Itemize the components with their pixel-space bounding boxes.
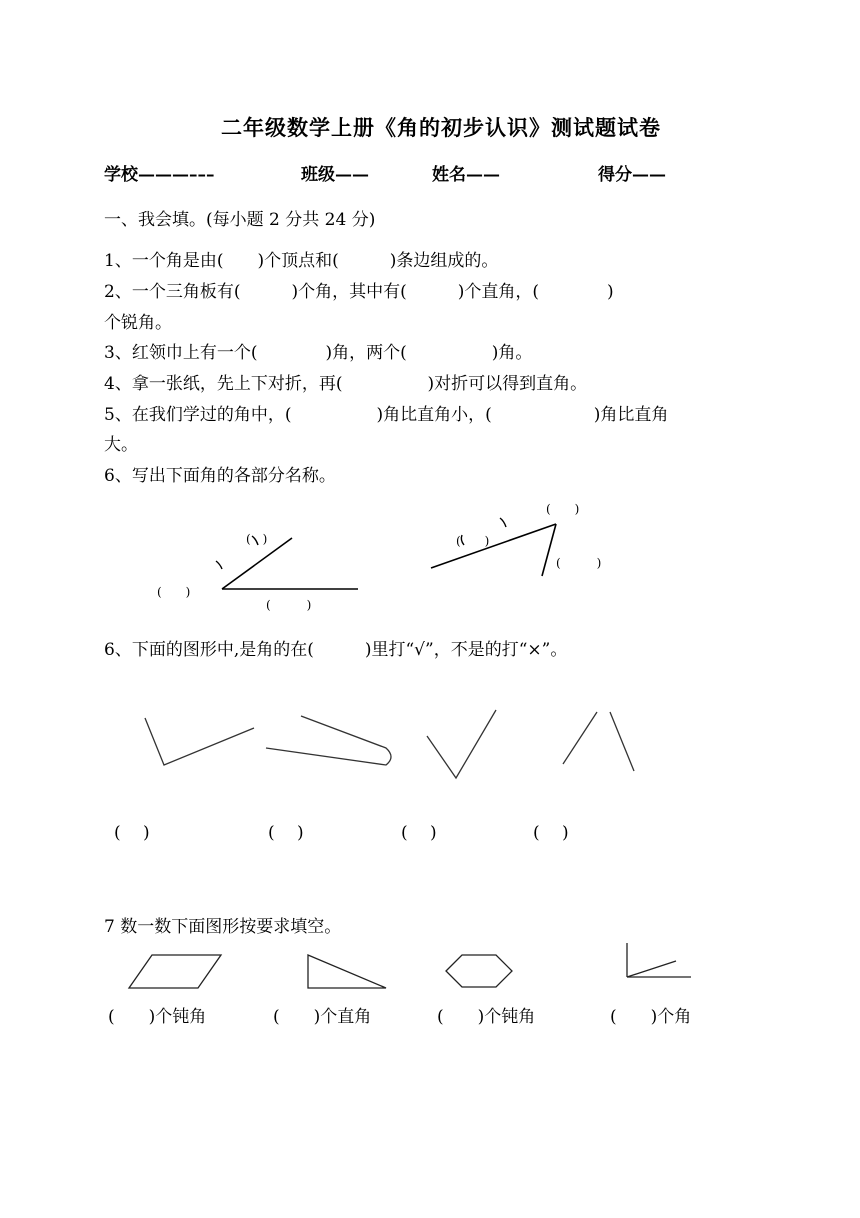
name-field: 姓名——	[432, 165, 500, 185]
question-4: 4、拿一张纸，先上下对折，再( )对折可以得到直角。	[104, 374, 588, 394]
angle2-vertex-label: ( )	[546, 502, 580, 516]
judge-figure-2	[266, 716, 391, 765]
class-field: 班级——	[301, 165, 369, 185]
right-triangle-shape	[308, 955, 386, 988]
angle2-side-label: ( )	[456, 534, 490, 548]
q7-answer-3: ( )个钝角	[437, 1007, 536, 1027]
judge-figure-4	[563, 712, 634, 771]
angle1-side-label: ( )	[246, 532, 268, 546]
question-5: 5、在我们学过的角中，( )角比直角小，( )角比直角	[104, 405, 669, 425]
angle-diagram-2	[431, 524, 556, 576]
judge-blank-4: ( )	[533, 823, 569, 843]
question-6b: 6、下面的图形中,是角的在( )里打“√”，不是的打“×”。	[104, 640, 568, 660]
question-3: 3、红领巾上有一个( )角，两个( )角。	[104, 343, 533, 363]
question-1: 1、一个角是由( )个顶点和( )条边组成的。	[104, 251, 499, 271]
angles-figure	[627, 943, 691, 977]
page-title: 二年级数学上册《角的初步认识》测试题试卷	[221, 115, 661, 140]
question-5-continued: 大。	[104, 435, 138, 455]
q7-answer-2: ( )个直角	[273, 1007, 372, 1027]
question-2-continued: 个锐角。	[104, 313, 172, 333]
q7-answer-4: ( )个角	[610, 1007, 692, 1027]
angle2-angle-label: ( )	[556, 556, 602, 570]
score-field: 得分——	[598, 165, 666, 185]
judge-blank-1: ( )	[114, 823, 150, 843]
parallelogram-shape	[129, 955, 221, 988]
school-field: 学校———–––	[104, 165, 215, 185]
angle-diagram-1	[222, 538, 358, 589]
judge-blank-2: ( )	[268, 823, 304, 843]
angle1-vertex-label: ( )	[157, 585, 191, 599]
angle1-side2-label: ( )	[266, 598, 312, 612]
judge-figure-1	[145, 718, 254, 765]
angle-2-markers	[461, 518, 506, 545]
judge-blank-3: ( )	[401, 823, 437, 843]
angle-1-markers	[216, 536, 258, 569]
question-6: 6、写出下面角的各部分名称。	[104, 466, 336, 486]
section-1-heading: 一、我会填。(每小题 2 分共 24 分)	[104, 210, 376, 230]
question-7: 7 数一数下面图形按要求填空。	[104, 917, 342, 937]
hexagon-shape	[446, 955, 512, 987]
judge-figure-3	[427, 710, 496, 778]
question-2: 2、一个三角板有( )个角，其中有( )个直角，( )	[104, 282, 614, 302]
q7-answer-1: ( )个钝角	[108, 1007, 207, 1027]
